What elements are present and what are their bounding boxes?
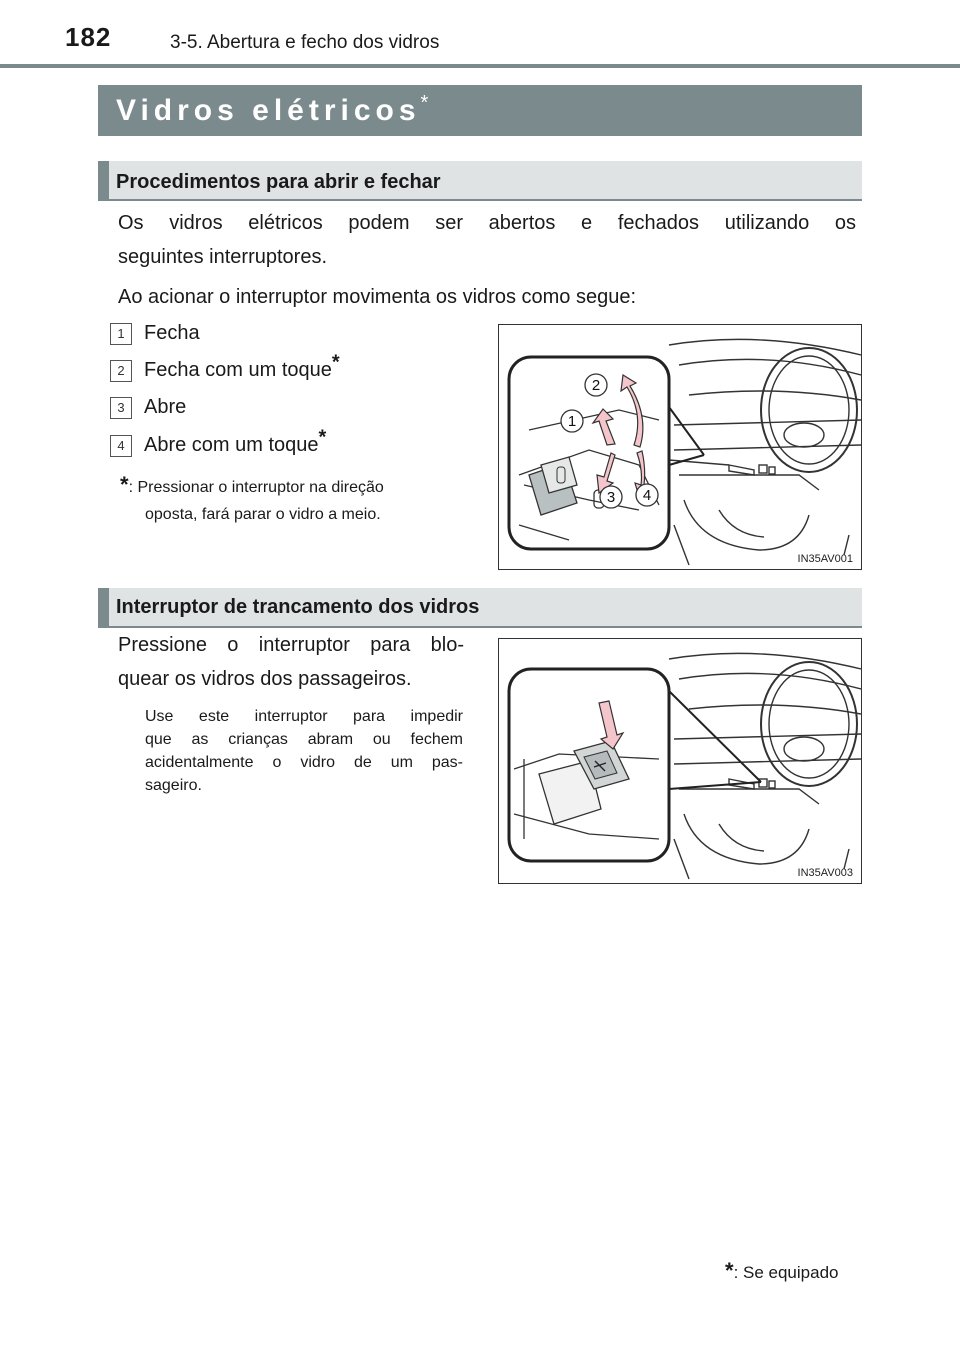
lock-text-line-1: Pressione o interruptor para blo- [118,634,464,656]
list-item [110,318,200,348]
lock-note-line-3: acidentalmente o vidro de um pas- [145,754,463,771]
intro-line-2: seguintes interruptores. [118,246,328,268]
item-number-badge: 2 [110,360,132,382]
callout-4: 4 [642,487,652,504]
instruction-text: Ao acionar o interruptor movimenta os vidros como segue: [118,286,637,308]
intro-line-1: Os vidros elétricos podem ser abertos e fechados utilizando os [118,212,856,234]
footer-text: : Se equipado [733,1263,839,1282]
callout-2: 2 [591,377,601,394]
callout-3: 3 [606,489,616,506]
item-star: * [331,351,340,374]
lock-note-line-2: que as crianças abram ou fechem [145,731,463,748]
header-divider [0,64,960,68]
item-number-badge: 1 [110,323,132,345]
item-label: Abre com um toque [144,434,319,456]
footnote-line-1: : Pressionar o interruptor na direção [128,479,384,496]
list-item [110,351,340,385]
page-number: 182 [65,22,112,52]
footer-star: * [725,1258,734,1283]
item-label: Fecha com um toque [144,359,332,381]
footnote-star: * [120,472,129,497]
section-title-lock-switch: Interruptor de trancamento dos vidros [116,596,480,618]
footnote [120,473,384,499]
figure-window-switches [498,324,862,570]
list-item [110,426,327,460]
lock-note-line-4: sageiro. [145,777,202,794]
list-item [110,392,186,422]
footnote-line-2: oposta, fará parar o vidro a meio. [145,506,381,523]
page-title [116,92,428,128]
page-title-text: Vidros elétricos [116,94,421,127]
figure-illustration [499,325,861,569]
callout-1: 1 [567,413,577,430]
item-label: Fecha [144,322,200,344]
item-number-badge: 3 [110,397,132,419]
lock-text-line-2: quear os vidros dos passageiros. [118,668,412,690]
breadcrumb: 3-5. Abertura e fecho dos vidros [170,32,440,53]
section-title-procedures: Procedimentos para abrir e fechar [116,171,441,193]
figure-illustration [499,639,861,883]
equipped-star: * [420,92,429,114]
equipped-footnote [725,1258,838,1284]
figure-window-lock-switch [498,638,862,884]
lock-note-line-1: Use este interruptor para impedir [145,708,463,725]
figure-code: IN35AV003 [797,867,853,879]
item-number-badge: 4 [110,435,132,457]
item-label: Abre [144,396,187,418]
item-star: * [318,426,327,449]
figure-code: IN35AV001 [797,553,853,565]
